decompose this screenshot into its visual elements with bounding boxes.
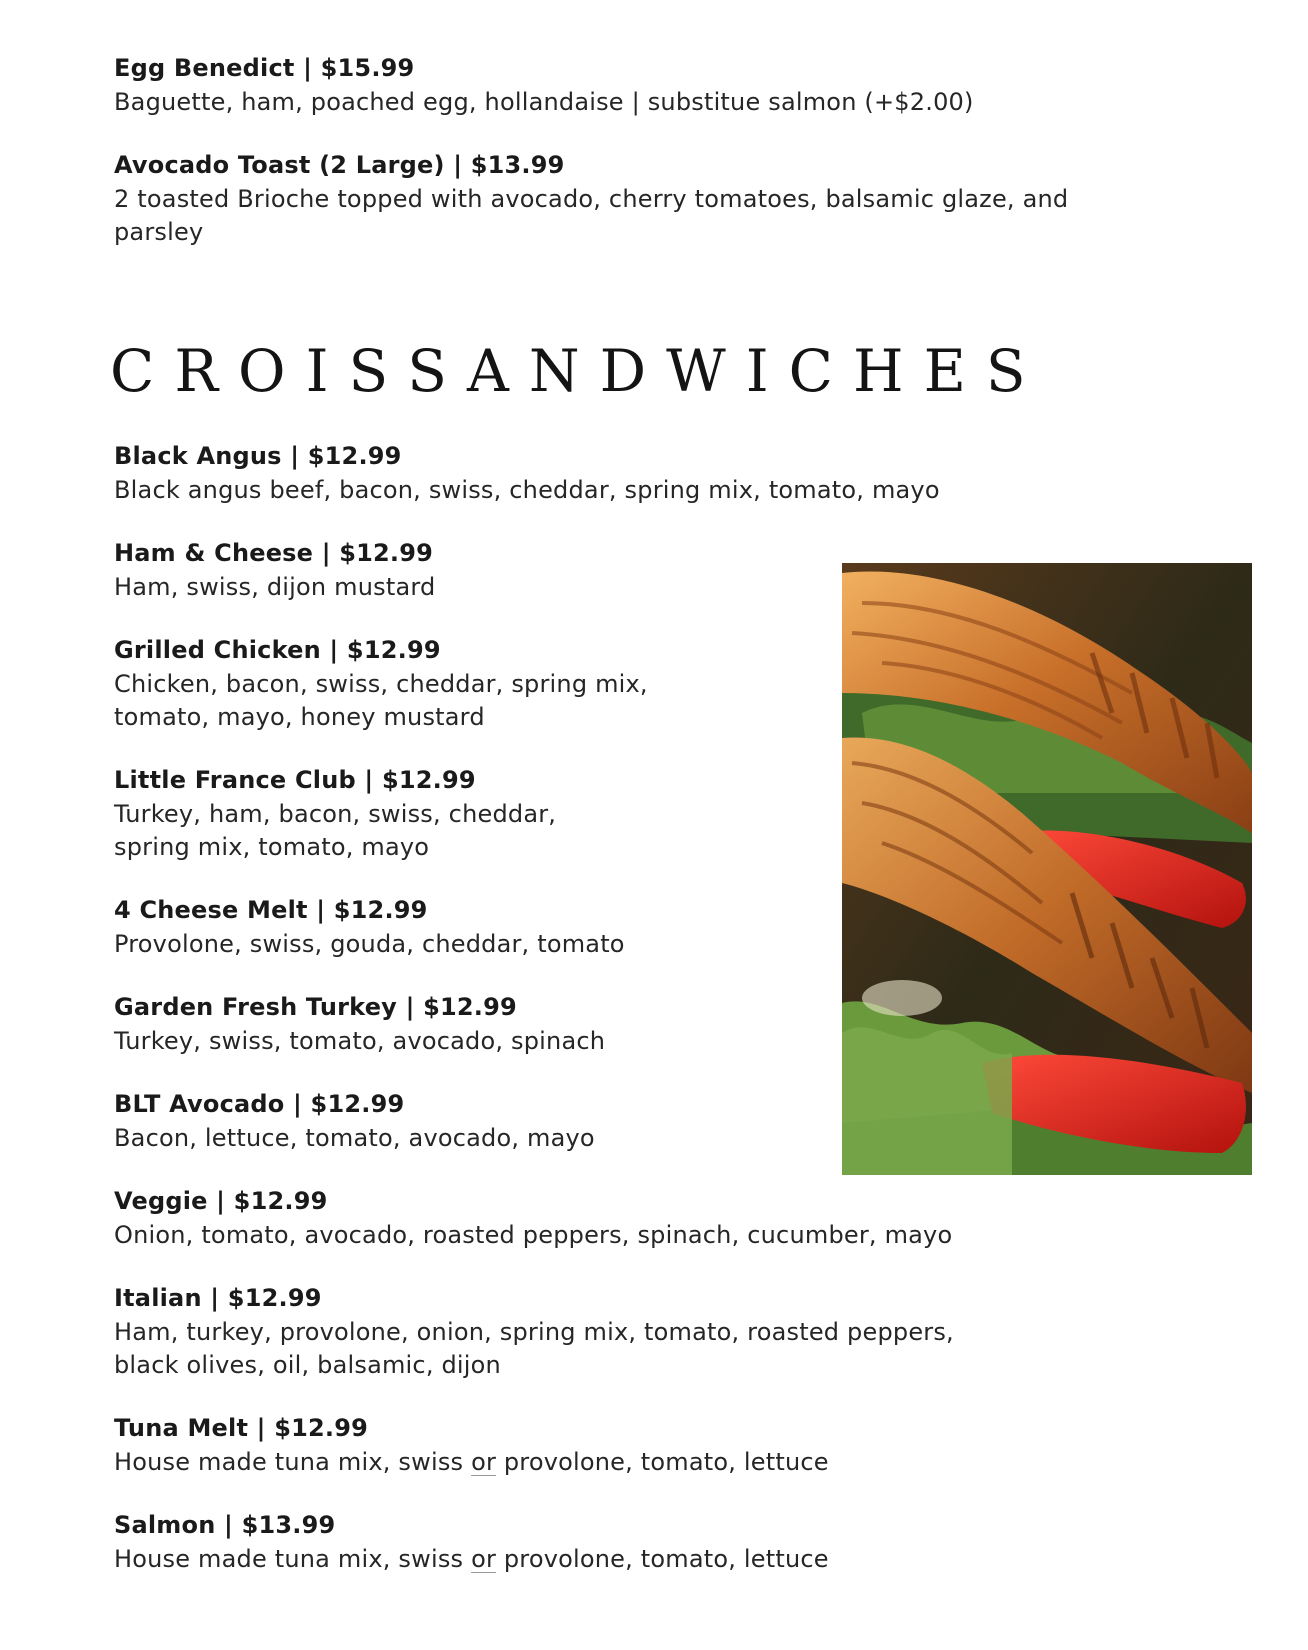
menu-item-grilled-chicken [114,635,648,733]
menu-item-veggie [114,1186,952,1252]
croissant-illustration [842,563,1252,1175]
menu-item-description [114,1316,954,1381]
menu-item-little-france-club [114,765,556,863]
underlined-or: or [471,1545,497,1573]
menu-item-title: Grilled Chicken | $12.99 [114,636,441,664]
menu-item-title: Little France Club | $12.99 [114,766,476,794]
menu-item-description [114,668,648,733]
description-line: tomato, mayo, honey mustard [114,702,485,731]
menu-item-title: Black Angus | $12.99 [114,442,402,470]
menu-item-description [114,1446,829,1479]
menu-item-description: Black angus beef, bacon, swiss, cheddar, spring mix, tomato, mayo [114,476,940,504]
description-text: House made tuna mix, swiss [114,1448,472,1476]
menu-item-blt-avocado [114,1089,595,1155]
menu-item-title: Egg Benedict | $15.99 [114,54,415,82]
menu-item-description: Bacon, lettuce, tomato, avocado, mayo [114,1124,595,1152]
menu-item-italian [114,1283,954,1381]
description-text: provolone, tomato, lettuce [496,1545,829,1573]
description-line: Chicken, bacon, swiss, cheddar, spring mix, [114,670,648,698]
menu-item-title: Salmon | $13.99 [114,1511,336,1539]
description-line: black olives, oil, balsamic, dijon [114,1350,501,1379]
menu-item-ham-cheese [114,538,435,604]
menu-item-title: Italian | $12.99 [114,1284,322,1312]
description-line: Turkey, ham, bacon, swiss, cheddar, [114,800,557,828]
menu-item-title: Avocado Toast (2 Large) | $13.99 [114,151,565,179]
underlined-or: or [471,1448,497,1476]
menu-item-description: Turkey, swiss, tomato, avocado, spinach [114,1027,606,1055]
menu-item-avocado-toast [114,150,1154,248]
menu-item-description: Provolone, swiss, gouda, cheddar, tomato [114,930,625,958]
menu-item-title: Garden Fresh Turkey | $12.99 [114,993,517,1021]
description-text: provolone, tomato, lettuce [496,1448,829,1476]
menu-item-title: BLT Avocado | $12.99 [114,1090,405,1118]
menu-item-tuna-melt [114,1413,829,1479]
menu-item-description: Onion, tomato, avocado, roasted peppers, spinach, cucumber, mayo [114,1221,953,1249]
menu-item-egg-benedict [114,53,974,119]
description-line: spring mix, tomato, mayo [114,832,430,861]
menu-item-4-cheese-melt [114,895,625,961]
menu-item-description: 2 toasted Brioche topped with avocado, cherry tomatoes, balsamic glaze, and parsley [114,185,1069,246]
menu-item-salmon [114,1510,829,1576]
menu-item-title: 4 Cheese Melt | $12.99 [114,896,428,924]
menu-item-title: Veggie | $12.99 [114,1187,328,1215]
menu-item-title: Ham & Cheese | $12.99 [114,539,434,567]
description-line: Ham, turkey, provolone, onion, spring mix, tomato, roasted peppers, [114,1318,954,1346]
menu-item-description: Baguette, ham, poached egg, hollandaise | substitue salmon (+$2.00) [114,88,974,116]
menu-item-black-angus [114,441,940,507]
croissant-sandwich-photo [842,563,1252,1175]
menu-item-description: Ham, swiss, dijon mustard [114,573,436,601]
menu-item-garden-fresh-turkey [114,992,605,1058]
menu-item-title: Tuna Melt | $12.99 [114,1414,369,1442]
menu-item-description [114,1543,829,1576]
description-text: House made tuna mix, swiss [114,1545,472,1573]
menu-item-description [114,798,556,863]
section-heading: CROISSANDWICHES [110,337,1046,405]
